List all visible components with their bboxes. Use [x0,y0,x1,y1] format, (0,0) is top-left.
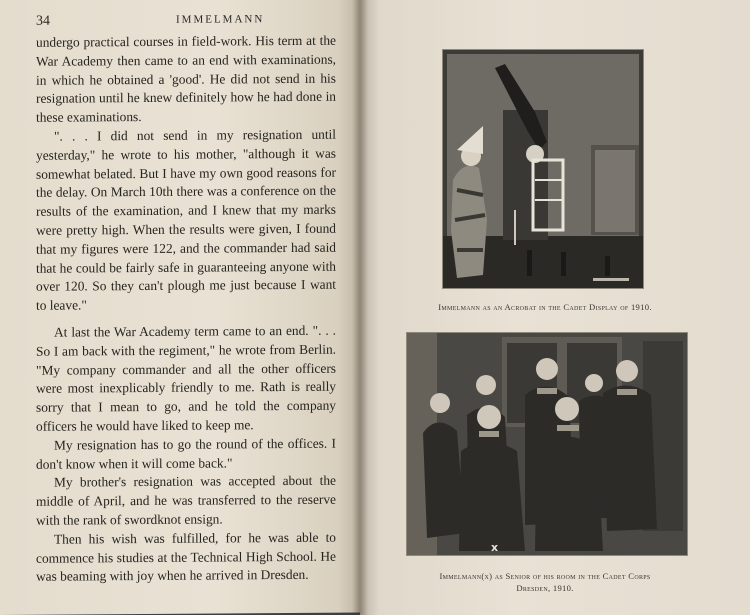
photo-caption-bottom [405,570,685,594]
caption-line: Immelmann(x) as Senior of his room in the Cadet Corps [439,571,651,581]
paragraph: ". . . I did not send in my resignation until yesterday," he wrote to his mother, "although it was somewhat belated. But I have my own good reasons for the delay. On March 10th there was a conference on the results of the examination, and I knew that my marks were pretty high. When the results were given, I found that my figures were 122, and the commander had said that he could be fairly safe in guaranteeing anyone with over 120. So they can't plough me just because I want to leave." [36,126,336,313]
photo-mark-x: x [491,541,499,554]
running-head: IMMELMANN [176,13,265,26]
caption-line: Dresden, 1910. [516,583,574,593]
body-text [36,32,336,587]
paragraph: undergo practical courses in field-work. His term at the War Academy then came to an end with examinations, in which he obtained a 'good'. He did not send in his resignation until he knew definitely how he had done in these examinations. [36,32,336,125]
acrobat-photo [443,50,643,288]
photo-caption-top: Immelmann as an Acrobat in the Cadet Display of 1910. [438,302,652,312]
paragraph: At last the War Academy term came to an end. ". . . So I am back with the regiment," he wrote from Berlin. "My company commander and all the other officers were most inexplicably friendly to me. Rath is really sorry that I mean to go, and he told the company officers he would have liked to keep me. [36,322,336,434]
cadets-photo [407,333,687,555]
paragraph: My resignation has to go the round of the offices. I don't know when it will come back." [36,435,336,472]
paragraph: My brother's resignation was accepted about the middle of April, and he was transferred to the reserve with the rank of swordknot ensign. [36,472,336,528]
left-page [0,0,360,615]
book-gutter [352,0,368,615]
paragraph: Then his wish was fulfilled, for he was able to commence his studies at the Technical High School. He was beaming with joy when he arrived in Dresden. [36,529,336,585]
page-header [36,12,336,29]
page-number: 34 [36,13,50,29]
